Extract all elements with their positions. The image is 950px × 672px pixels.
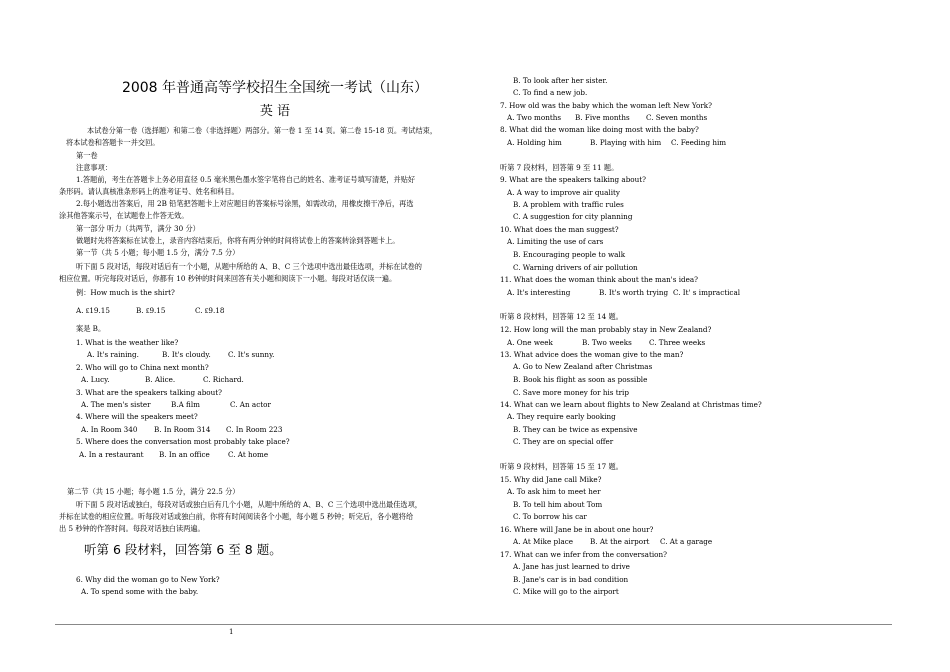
example-option-a: A. ₤19.15 [76,306,110,315]
intro-line: 本试卷分第一卷（选择题）和第二卷（非选择题）两部分。第一卷 1 至 14 页。第二卷 15-18 页。考试结束， [87,126,438,135]
option-c: C. They are on special offer [513,437,614,446]
option-a: A. Limiting the use of cars [507,237,604,246]
option-b: B. It's worth trying [599,288,669,297]
option-b: B. Alice. [145,375,176,384]
option-a: A. Go to New Zealand after Christmas [513,362,653,371]
option-c: C. A suggestion for city planning [513,212,633,221]
example-answer: 案是 B。 [76,324,106,333]
question-text: 3. What are the speakers talking about? [76,388,223,397]
example-question: 例：How much is the shirt? [76,288,175,297]
section-heading: 第一节（共 5 小题；每小题 1.5 分，满分 7.5 分） [76,248,240,257]
intro-line: 听下面 5 段对话，每段对话后有一个小题，从题中所给的 A、B、C 三个选项中选出最佳选项，并标在试卷的 [76,262,422,271]
option-b: B. To look after her sister. [513,76,608,85]
option-a: A. It's raining. [87,350,139,359]
option-b: B. Book his flight as soon as possible [513,375,648,384]
intro-line: 条形码。请认真核准条形码上的准考证号、姓名和科目。 [59,187,239,196]
intro-line: 涂其他答案示号，在试题卷上作答无效。 [59,211,189,220]
option-c: C. Feeding him [671,138,727,147]
exam-title: 2008 年普通高等学校招生全国统一考试（山东） [121,80,429,96]
section-heading: 第二节（共 15 小题；每小题 1.5 分，满分 22.5 分） [67,487,240,496]
option-c: C. Seven months [646,113,708,122]
option-a: A. The men's sister [81,400,151,409]
question-text: 6. Why did the woman go to New York? [76,575,220,584]
option-b: B. Two weeks [582,338,632,347]
question-text: 11. What does the woman think about the man's idea? [500,275,699,284]
option-c: C. At home [228,450,269,459]
option-c: C. In Room 223 [226,425,283,434]
option-c: C. To find a new job. [513,88,588,97]
subject-title: 英 语 [259,104,291,119]
question-text: 5. Where does the conversation most probably take place? [76,437,290,446]
option-a: A. Two months [507,113,562,122]
intro-line: 1.答题前，考生在答题卡上务必用直径 0.5 毫米黑色墨水签字笔将自己的姓名、准考证号填写清楚，并贴好 [76,175,416,184]
option-c: C. To borrow his car [513,512,587,521]
part-label: 第一卷 [76,151,98,160]
instruction-line: 出 5 秒钟的作答时间。每段对话独白读两遍。 [59,524,205,533]
question-text: 9. What are the speakers talking about? [500,175,647,184]
option-a: A. To spend some with the baby. [81,587,199,596]
question-text: 10. What does the man suggest? [500,225,619,234]
option-b: B. At the airport [590,537,650,546]
option-b: B. A problem with traffic rules [513,200,624,209]
footer-divider [55,624,892,625]
question-text: 7. How old was the baby which the woman left New York? [500,101,713,110]
option-a: A. A way to improve air quality [507,188,620,197]
question-text: 13. What advice does the woman give to the man? [500,350,684,359]
option-c: C. It's sunny. [228,350,275,359]
material-heading: 听第 8 段材料，回答第 12 至 14 题。 [500,312,623,321]
option-c: C. Save more money for his trip [513,388,629,397]
question-text: 15. Why did Jane call Mike? [500,475,602,484]
option-b: B. To tell him about Tom [513,500,603,509]
material-heading: 听第 7 段材料，回答第 9 至 11 题。 [500,163,619,172]
option-b: B. They can be twice as expensive [513,425,638,434]
option-b: B. Encouraging people to walk [513,250,626,259]
option-a: A. Lucy. [81,375,110,384]
option-a: A. It's interesting [507,288,571,297]
option-c: C. Three weeks [649,338,706,347]
option-c: C. An actor [230,400,271,409]
option-c: C. Richard. [203,375,244,384]
option-a: A. One week [507,338,553,347]
notice-label: 注意事项： [76,163,112,172]
option-b: B. Jane's car is in bad condition [513,575,629,584]
example-option-c: C. ₤9.18 [195,306,225,315]
material-heading: 听第 9 段材料，回答第 15 至 17 题。 [500,462,623,471]
option-c: C. Mike will go to the airport [513,587,619,596]
intro-line: 2.每小题选出答案后，用 2B 铅笔把答题卡上对应题目的答案标号涂黑，如需改动，用橡皮擦干净后，再选 [76,199,414,208]
question-text: 16. Where will Jane be in about one hour? [500,525,654,534]
question-text: 14. What can we learn about flights to New Zealand at Christmas time? [500,400,762,409]
question-text: 17. What can we infer from the conversation? [500,550,667,559]
option-b: B. Playing with him [590,138,662,147]
option-c: C. It' s impractical [673,288,741,297]
example-option-b: B. ₤9.15 [136,306,166,315]
question-text: 2. Who will go to China next month? [76,363,209,372]
option-a: A. To ask him to meet her [507,487,601,496]
question-text: 12. How long will the man probably stay in New Zealand? [500,325,712,334]
option-a: A. Holding him [507,138,562,147]
option-a: A. At Mike place [513,537,574,546]
option-c: C. At a garage [660,537,713,546]
option-b: B. In an office [159,450,210,459]
section-heading: 第一部分 听力（共两节，满分 30 分） [76,224,200,233]
intro-line: 将本试卷和答题卡一并交回。 [66,138,160,147]
option-a: A. In Room 340 [81,425,138,434]
material-heading: 听第 6 段材料，回答第 6 至 8 题。 [84,542,282,557]
option-a: A. Jane has just learned to drive [513,562,630,571]
question-text: 8. What did the woman like doing most with the baby? [500,125,699,134]
instruction-line: 听下面 5 段对话或独白，每段对话或独白后有几个小题，从题中所给的 A、B、C 三个选项中选出最佳选项， [76,500,422,509]
instruction-line: 并标在试卷的相应位置。听每段对话或独白前，你将有时间阅读各个小题，每小题 5 秒钟；听完后，各小题将给 [59,512,414,521]
question-text: 1. What is the weather like? [76,338,179,347]
option-b: B. It's cloudy. [162,350,211,359]
option-a: A. They require early booking [507,412,616,421]
question-text: 4. Where will the speakers meet? [76,412,198,421]
page-number: 1 [229,628,234,636]
option-b: B. Five months [575,113,630,122]
intro-line: 做题时先将答案标在试卷上，录音内容结束后，你将有两分钟的时间将试卷上的答案转涂到答题卡上。 [76,236,400,245]
option-b: B. In Room 314 [154,425,211,434]
option-a: A. In a restaurant [79,450,144,459]
option-b: B.A film [171,400,200,409]
intro-line: 相应位置。听完每段对话后，你都有 10 秒钟的时间来回答有关小题和阅读下一小题。每段对话仅读一遍。 [59,274,397,283]
option-c: C. Warning drivers of air pollution [513,263,638,272]
